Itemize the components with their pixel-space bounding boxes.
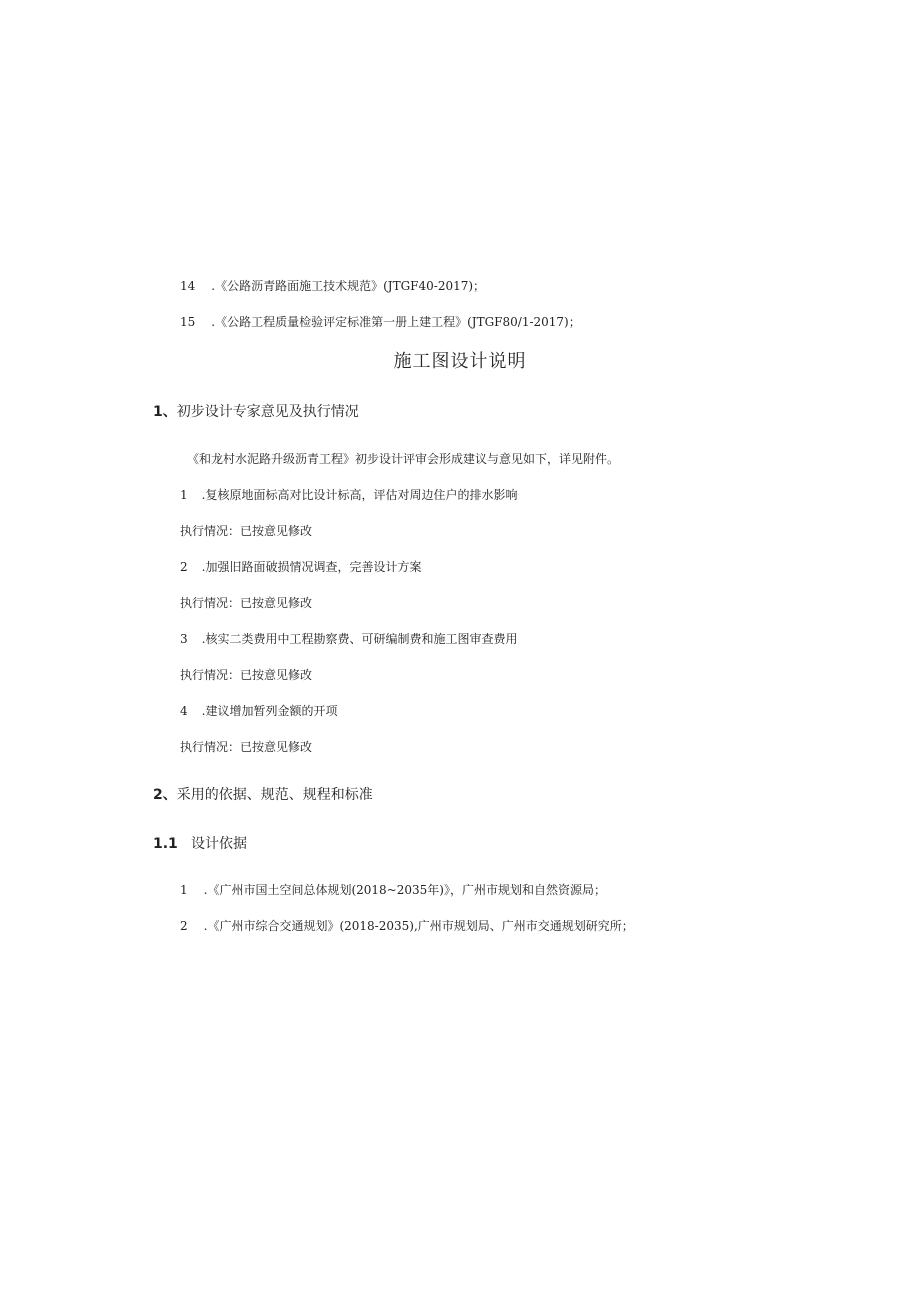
section-number: 2、 [153, 787, 177, 803]
item-text: .《广州市国土空间总体规划(2018~2035年)》，广州市规划和自然资源局； [203, 883, 606, 897]
section-title: 初步设计专家意见及执行情况 [176, 404, 359, 420]
reference-number: 15 [180, 315, 196, 329]
item-text: .建议增加暂列金额的开项 [201, 704, 338, 718]
item-number: 3 [180, 632, 188, 646]
item-number: 4 [180, 704, 188, 718]
execution-status-1: 执行情况：已按意见修改 [180, 524, 313, 538]
item-number: 2 [180, 919, 188, 933]
section-2-heading [153, 785, 373, 805]
item-text: .《广州市综合交通规划》(2018-2035),广州市规划局、广州市交通规划研究所； [203, 919, 634, 933]
execution-status-2: 执行情况：已按意见修改 [180, 596, 313, 610]
section-number: 1、 [153, 404, 177, 420]
item-number: 1 [180, 883, 188, 897]
subsection-number: 1.1 [153, 836, 178, 852]
reference-text: .《公路工程质量检验评定标准第一册上建工程》(JTGF80/1-2017)； [211, 315, 581, 329]
item-number: 1 [180, 488, 188, 502]
section-1-intro: 《和龙村水泥路升级沥青工程》初步设计评审会形成建议与意见如下，详见附件。 [187, 452, 620, 466]
item-text: .核实二类费用中工程勘察费、可研编制费和施工图审查费用 [201, 632, 518, 646]
item-number: 2 [180, 560, 188, 574]
page-title: 施工图设计说明 [393, 351, 527, 372]
item-text: .复核原地面标高对比设计标高，评估对周边住户的排水影响 [201, 488, 518, 502]
reference-text: .《公路沥青路面施工技术规范》(JTGF40-2017)； [211, 279, 486, 293]
execution-status-4: 执行情况：已按意见修改 [180, 740, 313, 754]
subsection-1-1-heading [153, 834, 247, 854]
opinion-item-2 [180, 559, 421, 575]
reference-item-14 [180, 278, 485, 294]
section-1-heading [153, 402, 359, 422]
opinion-item-4 [180, 703, 337, 719]
reference-number: 14 [180, 279, 196, 293]
execution-status-3: 执行情况：已按意见修改 [180, 668, 313, 682]
basis-item-2 [180, 918, 634, 934]
opinion-item-1 [180, 487, 517, 503]
basis-item-1 [180, 882, 606, 898]
item-text: .加强旧路面破损情况调查，完善设计方案 [201, 560, 422, 574]
section-title: 采用的依据、规范、规程和标准 [176, 787, 373, 803]
subsection-title: 设计依据 [191, 836, 247, 852]
opinion-item-3 [180, 631, 517, 647]
reference-item-15 [180, 314, 581, 330]
